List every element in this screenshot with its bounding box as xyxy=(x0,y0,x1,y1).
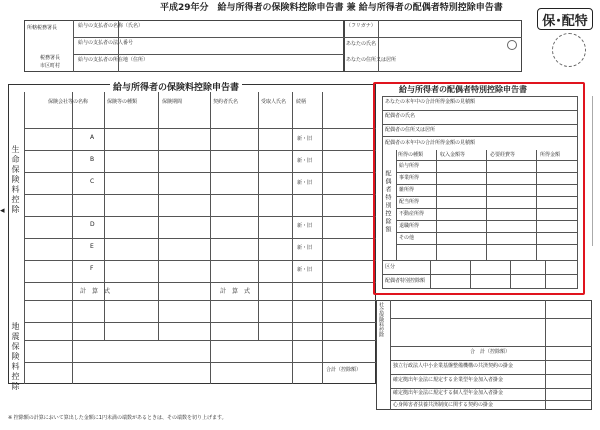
new-old-marker: 新・旧 xyxy=(297,136,313,142)
enterprise-item-2: 確定拠出年金法に規定する企業型年金加入者掛金 xyxy=(393,377,504,383)
spouse-address-label: 配偶者の住所又は居所 xyxy=(385,127,436,133)
new-old-marker: 新・旧 xyxy=(297,223,313,229)
row-letter-d: D xyxy=(90,221,95,228)
col-period-header: 保険期間 xyxy=(162,99,183,105)
footnote: ※ 控除額の計算において算出した金額に1円未満の端数があるときは、その端数を切り上げます。 xyxy=(8,415,227,421)
col-company-header: 保険会社等の名称 xyxy=(48,99,89,105)
row-letter-e: E xyxy=(90,243,94,250)
row-letter-c: C xyxy=(90,178,95,185)
income-col-type: 所得の種類 xyxy=(398,152,424,158)
income-type-retirement: 退職所得 xyxy=(399,223,420,229)
insurance-banner: 給与所得者の保険料控除申告書 xyxy=(110,80,242,93)
new-old-marker: 新・旧 xyxy=(297,245,313,251)
col-recipient-header: 受取人氏名 xyxy=(261,99,287,105)
income-type-dividend: 配当所得 xyxy=(399,199,420,205)
col-contractor-header: 契約者氏名 xyxy=(213,99,239,105)
row-letter-b: B xyxy=(90,156,95,163)
life-insurance-vertical-label: 生命保険料控除 xyxy=(11,145,20,215)
insurance-total-label: 合計（控除額） xyxy=(326,367,362,373)
office-label: 所轄税務署長 xyxy=(27,25,58,31)
employee-name-label: あなたの氏名 xyxy=(346,41,377,47)
employee-address-label: あなたの住所又は居所 xyxy=(346,57,397,63)
city-label: 市区町村 xyxy=(40,63,61,69)
form-type-badge: 保･配特 xyxy=(537,8,593,30)
row-letter-f: F xyxy=(90,265,94,272)
left-pointer-icon: ◂ xyxy=(0,206,5,216)
spouse-name-label: 配偶者の氏名 xyxy=(385,113,416,119)
row-letter-a: A xyxy=(90,134,95,141)
income-col-revenue: 収入金額等 xyxy=(440,152,466,158)
enterprise-item-1: 独立行政法人中小企業基盤整備機構の共済契約の掛金 xyxy=(393,363,514,369)
social-total-label: 合 計（控除額） xyxy=(470,349,511,355)
payer-number-label: 給与の支払者の法人番号 xyxy=(78,40,134,46)
formula-header-2: 計 算 式 xyxy=(220,288,251,295)
income-type-other: その他 xyxy=(399,235,415,241)
income-type-realestate: 不動産所得 xyxy=(399,211,425,217)
enterprise-item-4: 心身障害者扶養共済制度に関する契約の掛金 xyxy=(393,402,494,408)
social-insurance-vertical-label: 社会保険料控除 xyxy=(378,302,384,337)
income-type-salary: 給与所得 xyxy=(399,163,420,169)
results-label: 区分 xyxy=(385,264,396,270)
spouse-vertical-label: 配偶者特別控除額 xyxy=(384,170,391,234)
new-old-marker: 新・旧 xyxy=(297,158,313,164)
new-old-marker: 新・旧 xyxy=(297,180,313,186)
annual-income-label: あなたの本年中の合計所得金額の見積額 xyxy=(385,99,476,105)
payer-name-label: 給与の支払者の名称（氏名） xyxy=(78,23,144,29)
income-type-misc: 雑所得 xyxy=(399,187,415,193)
new-old-marker: 新・旧 xyxy=(297,267,313,273)
furigana-label: （フリガナ） xyxy=(346,23,376,29)
insurance-section xyxy=(8,84,376,384)
income-col-amount: 所得金額 xyxy=(540,152,561,158)
formula-header-1: 計 算 式 xyxy=(80,288,111,295)
deduction-label: 配偶者特別控除額 xyxy=(385,278,426,284)
enterprise-item-3: 確定拠出年金法に規定する個人型年金加入者掛金 xyxy=(393,390,504,396)
col-type-header: 保険等の種類 xyxy=(107,99,138,105)
income-col-expenses: 必要経費等 xyxy=(490,152,516,158)
payer-address-label: 給与の支払者の所在地（住所） xyxy=(78,57,149,63)
form-title: 平成29年分 給与所得者の保険料控除申告書 兼 給与所得者の配偶者特別控除申告書 xyxy=(160,3,503,13)
tax-office-label: 税務署長 xyxy=(40,55,61,61)
official-stamp xyxy=(552,33,586,67)
income-type-business: 事業所得 xyxy=(399,175,420,181)
seal-circle xyxy=(507,40,517,50)
col-relation-header: 続柄 xyxy=(296,99,307,105)
spouse-banner: 給与所得者の配偶者特別控除申告書 xyxy=(396,84,530,95)
spouse-income-label: 配偶者の本年中の合計所得金額の見積額 xyxy=(385,140,476,146)
employer-block xyxy=(24,20,344,72)
earthquake-vertical-label: 地震保険料控除 xyxy=(11,322,20,392)
